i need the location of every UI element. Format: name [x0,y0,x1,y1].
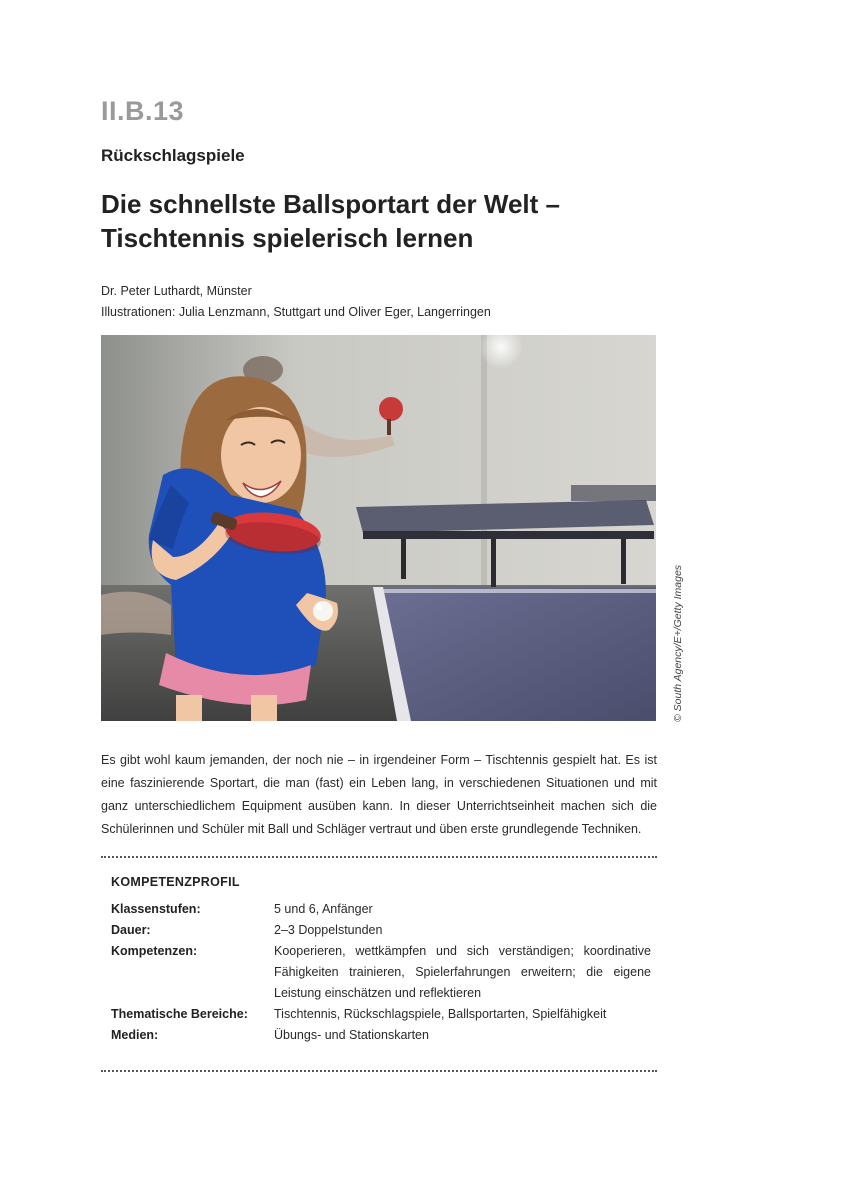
subject-heading: Rückschlagspiele [101,146,245,165]
profile-value: 5 und 6, Anfänger [274,902,373,916]
cover-photo [101,335,656,721]
intro-paragraph: Es gibt wohl kaum jemanden, der noch nie – in irgendeiner Form – Tischtennis gespielt hat. Es ist eine faszinierende Sportart, die man (fast) ein Leben lang, in verschiedenen Situationen und mit ganz unterschiedlichem Equipment ausüben kann. In dieser Unterrichtseinheit machen sich die Schülerinnen und Schüler mit Ball und Schläger vertraut und üben erste grundlegende Techniken. [101,753,657,836]
profile-row-duration [111,920,651,941]
profile-label: Dauer: [111,923,151,937]
profile-label: Kompetenzen: [111,944,198,958]
title-line-2: Tischtennis spielerisch lernen [101,223,474,253]
dotted-divider-top [101,856,657,858]
profile-row-grades [111,899,651,920]
title-line-1: Die schnellste Ballsportart der Welt – [101,189,560,219]
profile-value: Kooperieren, wettkämpfen und sich verständigen; koordinative Fähigkeiten trainieren, Spielerfahrungen erweitern; die eigene Leistung einschätzen und reflektieren [274,944,651,1000]
profile-value: Übungs- und Stationskarten [274,1028,429,1042]
illustrations-line: Illustrationen: Julia Lenzmann, Stuttgart und Oliver Eger, Langerringen [101,305,491,319]
profile-heading: KOMPETENZPROFIL [111,875,240,889]
photo-credit: © South Agency/E+/Getty Images [672,564,684,722]
profile-value: Tischtennis, Rückschlagspiele, Ballsportarten, Spielfähigkeit [274,1007,607,1021]
profile-label: Klassenstufen: [111,902,201,916]
profile-row-media [111,1025,651,1046]
profile-row-topics [111,1004,651,1025]
table-tennis-girl-illustration [101,335,656,721]
profile-value: 2–3 Doppelstunden [274,923,383,937]
competence-profile [111,875,651,1046]
profile-label: Thematische Bereiche: [111,1007,248,1021]
page-title [101,187,701,255]
profile-label: Medien: [111,1028,159,1042]
author-block [101,281,491,323]
dotted-divider-bottom [101,1070,657,1072]
author-line: Dr. Peter Luthardt, Münster [101,284,252,298]
profile-row-competences [111,941,651,1004]
unit-code: II.B.13 [101,96,185,126]
